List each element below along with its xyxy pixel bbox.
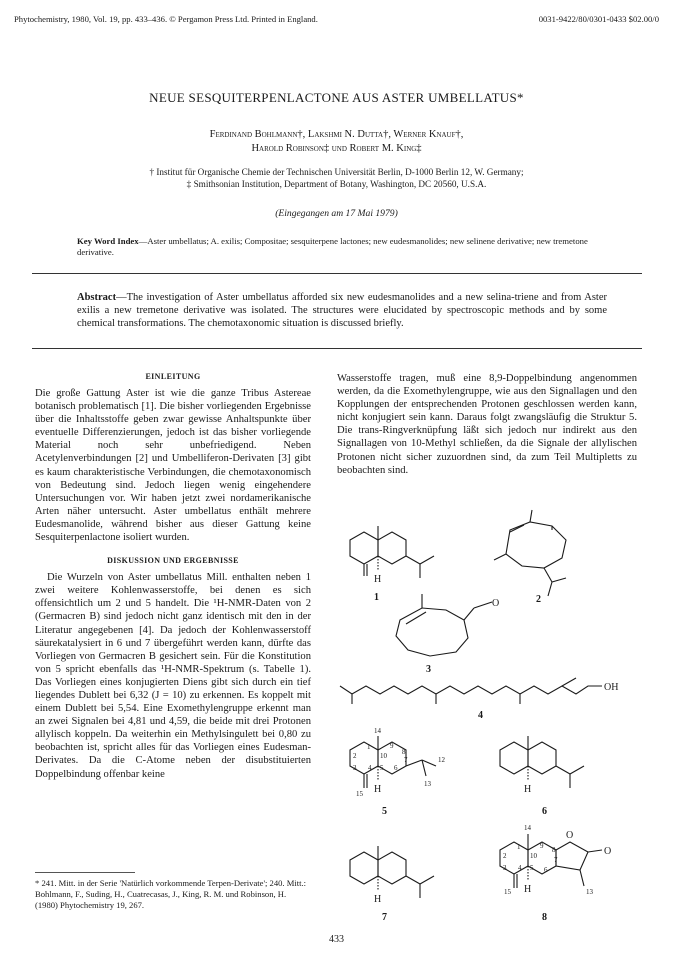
- footnote-rule: [35, 872, 135, 873]
- structure-4: [340, 678, 602, 704]
- c-number-5-8: 8: [402, 748, 406, 756]
- authors-line-2: Harold Robinson‡ und Robert M. King‡: [251, 143, 422, 154]
- left-column: [35, 372, 311, 781]
- c-number-8-2: 2: [503, 852, 507, 860]
- c-number-8-10: 10: [530, 852, 537, 860]
- atom-h-8: H: [524, 884, 532, 895]
- c-number-5-1: 1: [367, 743, 371, 751]
- atom-h-6: H: [524, 784, 532, 795]
- authors: [0, 128, 673, 156]
- abstract-label: Abstract: [77, 292, 117, 303]
- c-number-8-7: 7: [554, 856, 558, 864]
- structure-6: [500, 736, 584, 788]
- c-number-8-15: 15: [504, 888, 511, 896]
- c-number-8-1: 1: [517, 843, 521, 851]
- affiliation-1: † Institut für Organische Chemie der Technischen Universität Berlin, D-1000 Berlin 12, W. Germany;: [149, 167, 524, 177]
- compound-label-7: 7: [382, 912, 387, 923]
- rule-top: [32, 273, 642, 274]
- c-number-5-5: 5: [380, 764, 384, 772]
- c-number-8-4: 4: [518, 864, 522, 872]
- c-number-5-9: 9: [390, 742, 394, 750]
- structure-2: [494, 510, 566, 596]
- c-number-5-6: 6: [394, 764, 398, 772]
- c-number-8-14: 14: [524, 824, 531, 832]
- atom-h-5: H: [374, 784, 382, 795]
- c-number-8-9: 9: [540, 842, 544, 850]
- affiliation-2: ‡ Smithsonian Institution, Department of Botany, Washington, DC 20560, U.S.A.: [186, 179, 487, 189]
- keywords: [77, 236, 607, 258]
- rule-bottom: [32, 348, 642, 349]
- c-number-8-5: 5: [530, 864, 534, 872]
- page-number: 433: [329, 934, 344, 945]
- structure-7: [350, 846, 434, 898]
- authors-line-1: Ferdinand Bohlmann†, Lakshmi N. Dutta†, Werner Knauf†,: [209, 129, 464, 140]
- c-number-8-3: 3: [503, 864, 507, 872]
- received-date: (Eingegangen am 17 Mai 1979): [275, 208, 398, 219]
- abstract-text: —The investigation of Aster umbellatus afforded six new eudesmanolides and a new selina-triene and from Aster exilis a new tremetone derivative was isolated. The structures were elucidated by spectroscopic methods and by some chemical transformations. The chemotaxonomic situation is discussed briefly.: [77, 292, 607, 330]
- atom-o-8a: O: [566, 830, 574, 841]
- compound-label-8: 8: [542, 912, 547, 923]
- structure-figures: [330, 500, 650, 930]
- affiliations: [0, 166, 673, 190]
- compound-label-4: 4: [478, 710, 483, 721]
- c-number-5-10: 10: [380, 752, 387, 760]
- keywords-label: Key Word Index: [77, 236, 139, 246]
- section-body-einleitung: Die große Gattung Aster ist wie die ganze Tribus Astereae botanisch problematisch [1]. Die bisher vorliegenden Ergebnisse über die Inhaltsstoffe geben zwar gewisse Anhaltspunkte über eventuelle Differenzierungen, jedoch ist das bisher vorliegende Material noch sehr unbefriedigend. Neben Acetylenverbindungen [2] und Umbelliferon-Derivaten [3] gibt es kaum charakteristische Verbindungen, die chemotaxonomisch von Bedeutung sind. Jedoch liegen wenig eingehendere Untersuchungen vor. Wir haben jetzt zwei nordamerikanische Arten näher untersucht. Aster umbellatus enthält mehrere Eudesmanolide, während bisher aus dieser Gattung keine Sesquiterpenlactone isoliert wurden.: [35, 388, 311, 544]
- atom-o-8b: O: [604, 846, 612, 857]
- compound-label-5: 5: [382, 806, 387, 817]
- c-number-5-12: 12: [438, 756, 445, 764]
- compound-label-2: 2: [536, 594, 541, 605]
- footnote: * 241. Mitt. in der Serie 'Natürlich vorkommende Terpen-Derivate'; 240. Mitt.: Bohlmann, F., Suding, H., Cuatrecasas, J., King, R. M. und Robinson, H. (1980) Phytochemistry 19, 267.: [35, 878, 307, 910]
- article-title: NEUE SESQUITERPENLACTONE AUS ASTER UMBELLATUS*: [149, 90, 524, 105]
- atom-h-7: H: [374, 894, 382, 905]
- section-heading-diskussion: DISKUSSION UND ERGEBNISSE: [107, 556, 239, 566]
- c-number-5-15: 15: [356, 790, 363, 798]
- structure-3: [396, 594, 492, 656]
- c-number-5-4: 4: [368, 764, 372, 772]
- atom-oh-4: OH: [604, 682, 619, 693]
- compound-label-1: 1: [374, 592, 379, 603]
- c-number-5-14: 14: [374, 727, 381, 735]
- structure-1: [350, 526, 434, 578]
- running-header-left: Phytochemistry, 1980, Vol. 19, pp. 433–436. © Pergamon Press Ltd. Printed in England.: [14, 14, 318, 24]
- abstract: [77, 291, 607, 331]
- atom-h-1: H: [374, 574, 382, 585]
- c-number-5-3: 3: [353, 764, 357, 772]
- structure-8: [500, 834, 602, 888]
- running-header-right: 0031-9422/80/0301-0433 $02.00/0: [538, 14, 659, 24]
- keywords-text: —Aster umbellatus; A. exilis; Compositae; sesquiterpene lactones; new eudesmanolides; new selinene derivative; new tremetone derivative.: [77, 236, 588, 257]
- c-number-8-13: 13: [586, 888, 593, 896]
- compound-label-3: 3: [426, 664, 431, 675]
- c-number-5-2: 2: [353, 752, 357, 760]
- section-body-diskussion: Die Wurzeln von Aster umbellatus Mill. enthalten neben 1 zwei weitere Kohlenwasserstoffe, bei denen es sich offensichtlich um 2 und 5 handelt. Die ¹H-NMR-Daten von 2 (Germacren B) sind jedoch nicht ganz identisch mit den in der Literatur angegebenen [4]. Da jedoch der Kohlenwasserstoff säurekatalysiert in 6 und 7 übergeführt werden kann, dürfte das Vorliegen von Germacren B gesichert sein. Für die Konstitution von 5 spricht ebenfalls das ¹H-NMR-Spektrum (s. Tabelle 1). Das Vorliegen eines konjugierten Diens gibt sich durch ein tief liegendes Dublett bei 6,32 (J = 10) zu erkennen. Es koppelt mit einem Dublett bei 5,54. Eine Exomethylengruppe erkennt man an zwei Signalen bei 4,81 und 4,59, die beide mit drei Protonen allylisch koppeln. Da weiterhin ein Methylsingulett bei 0,80 zu beobachten ist, spricht alles für das Vorliegen eines Eudesman-Derivates. Da die C-Atome neben der disubstituierten Doppelbindung offenbar keine: [35, 572, 311, 780]
- c-number-5-13: 13: [424, 780, 431, 788]
- atom-o-3: O: [492, 598, 500, 609]
- right-column-text: Wasserstoffe tragen, muß eine 8,9-Doppelbindung angenommen werden, da die Exomethylengruppe, wie aus den Signallagen und den Kopplungen der entsprechenden Protonen geschlossen werden kann, nicht konjugiert sein kann. Daraus folgt zwangsläufig die Struktur 5. Die trans-Ringverknüpfung läßt sich jedoch nur indirekt aus den Signallagen von 10-Methyl schließen, da die Signale der allylischen Protonen nicht sicher zuzuordnen sind, da zum Teil Multipletts zu beobachten sind.: [337, 373, 637, 476]
- c-number-5-7: 7: [404, 756, 408, 764]
- section-heading-einleitung: EINLEITUNG: [145, 372, 201, 381]
- compound-label-6: 6: [542, 806, 547, 817]
- c-number-8-6: 6: [544, 866, 548, 874]
- c-number-8-8: 8: [552, 846, 556, 854]
